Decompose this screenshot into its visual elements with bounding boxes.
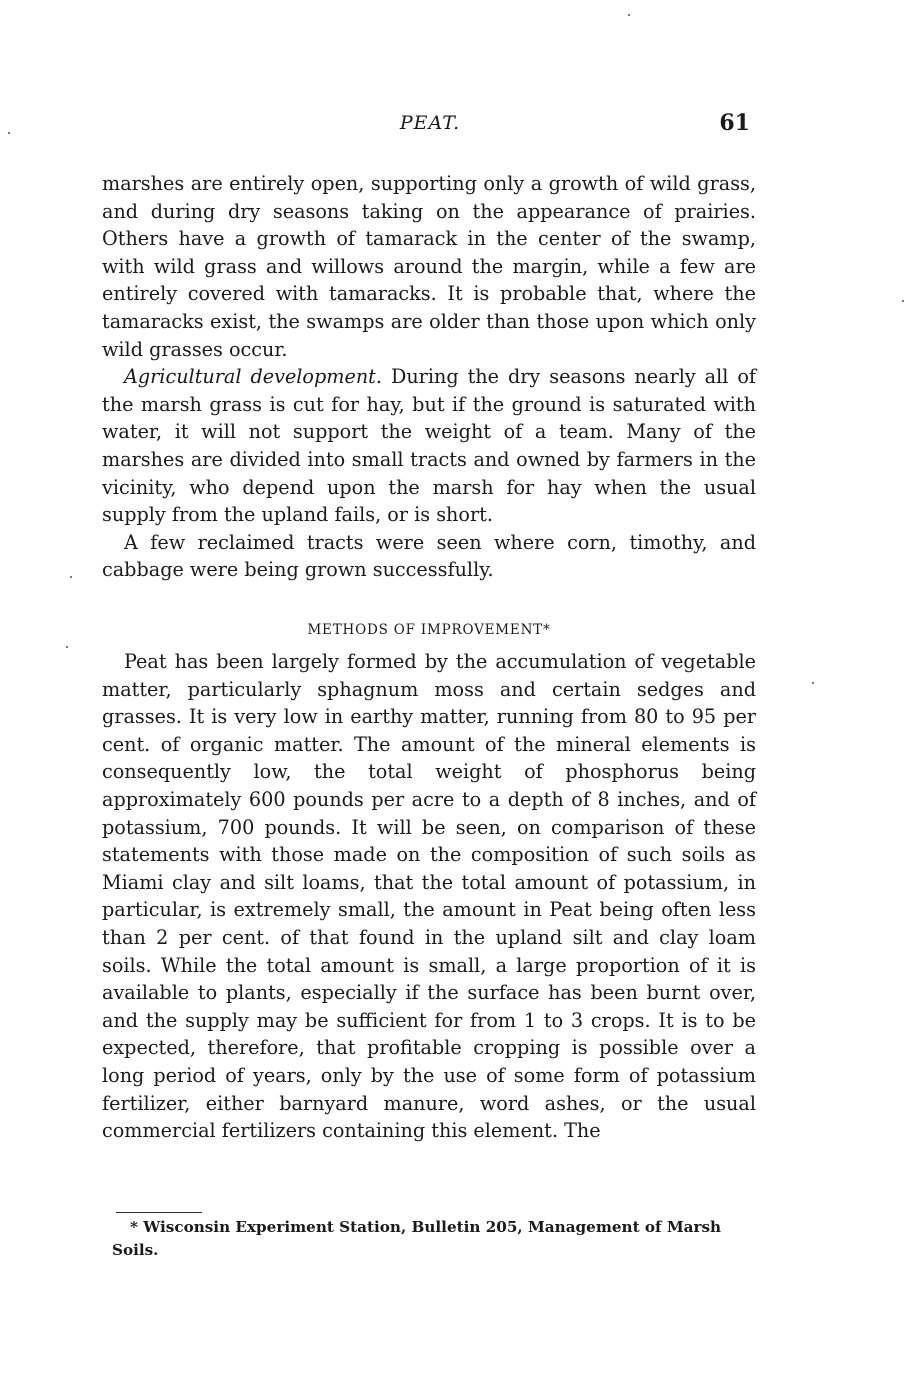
paragraph-marshes: marshes are entirely open, supporting only a growth of wild grass, and during dry seasons taking on the appearance of prairies. Others have a growth of tamarack in the center of the swamp, with wild grass and willows around the margin, while a few are entirely covered with tamaracks. It is probable that, where the tamaracks exist, the swamps are older than those upon which only wild grasses occur.: [102, 172, 756, 361]
footnote: * Wisconsin Experiment Station, Bulletin 205, Management of Marsh Soils.: [112, 1218, 722, 1259]
paper-speck: [8, 132, 10, 134]
run-in-heading: Agricultural development.: [124, 365, 382, 389]
paper-speck: [66, 646, 68, 648]
running-head: [100, 112, 760, 142]
paper-speck: [812, 682, 814, 684]
lower-text-block: [102, 648, 756, 1145]
paper-speck: [902, 300, 904, 302]
footnote-rule: [116, 1212, 202, 1213]
section-heading: METHODS OF IMPROVEMENT*: [307, 622, 551, 638]
paper-speck: [70, 576, 72, 578]
running-title: PEAT.: [399, 112, 461, 134]
paragraph-agricultural-text: During the dry seasons nearly all of the marsh grass is cut for hay, but if the ground is saturated with water, it will not support the weight of a team. Many of the marshes are divided into small tracts and owned by farmers in the vicinity, who depend upon the marsh for hay when the usual supply from the upland fails, or is short.: [102, 365, 756, 527]
upper-text-block: [102, 170, 756, 584]
page-number: 61: [719, 110, 750, 136]
paragraph-peat-composition: Peat has been largely formed by the accumulation of vegetable matter, particularly sphagnum moss and certain sedges and grasses. It is very low in earthy matter, running from 80 to 95 per cent. of organic matter. The amount of the mineral elements is consequently low, the total weight of phosphorus being approximately 600 pounds per acre to a depth of 8 inches, and of potassium, 700 pounds. It will be seen, on comparison of these statements with those made on the composition of such soils as Miami clay and silt loams, that the total amount of potassium, in particular, is extremely small, the amount in Peat being often less than 2 per cent. of that found in the upland silt and clay loam soils. While the total amount is small, a large proportion of it is available to plants, especially if the surface has been burnt over, and the supply may be sufficient for from 1 to 3 crops. It is to be expected, therefore, that profitable cropping is possible over a long period of years, only by the use of some form of potassium fertilizer, either barnyard manure, word ashes, or the usual commercial fertilizers containing this element. The: [102, 650, 756, 1143]
paragraph-agricultural-development: [102, 363, 756, 529]
paper-speck: [628, 14, 630, 16]
paragraph-reclaimed-tracts: A few reclaimed tracts were seen where corn, timothy, and cabbage were being grown successfully.: [102, 530, 756, 582]
